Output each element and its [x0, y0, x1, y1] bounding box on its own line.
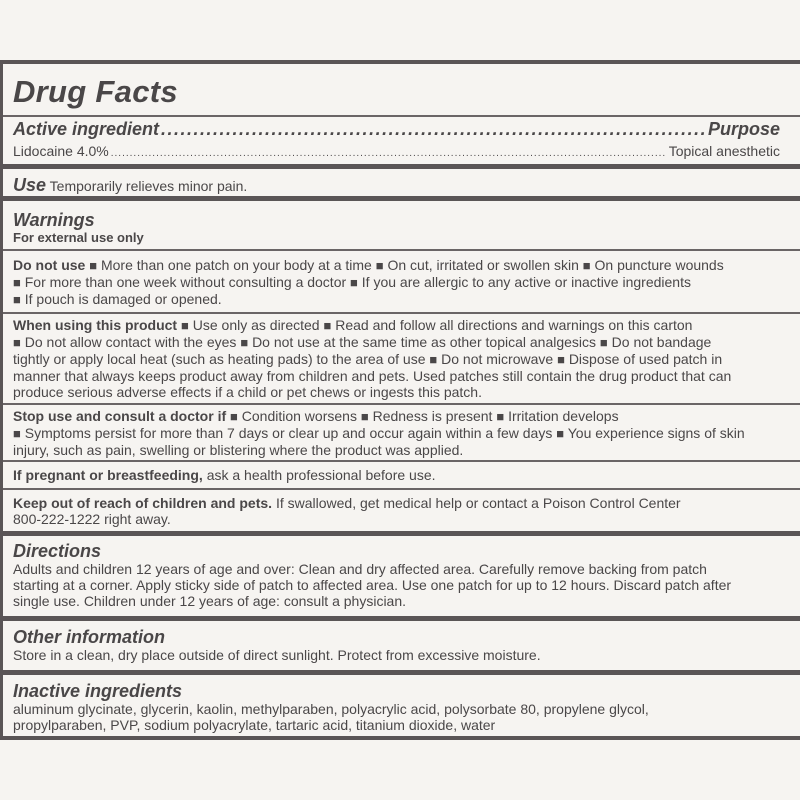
bullet: ■ [360, 409, 369, 424]
do-not-use-item: On puncture wounds [594, 257, 724, 273]
stop-use-item: Redness is present [372, 408, 493, 424]
active-ingredient-row [13, 143, 780, 162]
stop-use-block [13, 408, 800, 458]
keep-out-block [13, 495, 800, 527]
pregnant-text: ask a health professional before use. [206, 467, 436, 483]
other-info-text: Store in a clean, dry place outside of direct sunlight. Protect from excessive moisture. [13, 647, 541, 663]
other-info-section [13, 627, 800, 663]
active-ingredient-section [13, 119, 780, 162]
divider [3, 460, 800, 462]
keep-out-phone: 800-222-1222 right away. [13, 511, 171, 527]
use-section [13, 177, 800, 194]
keep-out-label: Keep out of reach of children and pets. [13, 495, 273, 511]
when-using-item: Do not microwave [441, 351, 554, 367]
warnings-section [13, 210, 800, 246]
active-ingredient-name: Lidocaine 4.0% [13, 143, 109, 159]
bullet: ■ [350, 275, 358, 290]
do-not-use-item: For more than one week without consulting a doctor [24, 274, 347, 290]
bullet: ■ [181, 318, 189, 333]
dot-leader [111, 146, 667, 162]
bullet: ■ [496, 409, 505, 424]
bullet: ■ [556, 426, 565, 441]
dot-leader [161, 119, 706, 140]
inactive-section [13, 681, 800, 733]
do-not-use-item: If you are allergic to any active or inactive ingredients [361, 274, 691, 290]
stop-use-item: You experience signs of skin [567, 425, 745, 441]
bullet: ■ [13, 292, 21, 307]
when-using-item: Dispose of used patch in [568, 351, 723, 367]
bullet: ■ [13, 335, 21, 350]
section-bar [3, 164, 800, 169]
directions-line: starting at a corner. Apply sticky side of patch to affected area. Use one patch for up to 12 hours. Discard patch after [13, 577, 732, 593]
pregnant-label: If pregnant or breastfeeding, [13, 467, 203, 483]
active-ingredient-heading: Active ingredient [13, 119, 160, 139]
directions-line: Adults and children 12 years of age and over: Clean and dry affected area. Carefully remove backing from patch [13, 561, 707, 577]
stop-use-label: Stop use and consult a doctor if [13, 408, 227, 424]
use-text: Temporarily relieves minor pain. [49, 178, 248, 194]
when-using-item: Do not bandage [611, 334, 712, 350]
divider [3, 249, 800, 251]
when-using-item: Read and follow all directions and warnings on this carton [335, 317, 693, 333]
section-bar [3, 531, 800, 536]
section-bar [3, 616, 800, 621]
bullet: ■ [582, 258, 591, 273]
divider [3, 312, 800, 314]
keep-out-text: If swallowed, get medical help or contact a Poison Control Center [275, 495, 681, 511]
drug-facts-panel [0, 60, 800, 740]
directions-heading: Directions [13, 541, 102, 561]
stop-use-item: Condition worsens [241, 408, 357, 424]
purpose-text: Topical anesthetic [668, 143, 780, 159]
section-bar [3, 196, 800, 201]
bullet: ■ [89, 258, 98, 273]
drug-facts-title: Drug Facts [13, 74, 178, 109]
do-not-use-item: If pouch is damaged or opened. [24, 291, 222, 307]
bullet: ■ [323, 318, 332, 333]
warnings-heading: Warnings [13, 210, 95, 230]
pregnant-block [13, 467, 800, 483]
inactive-line: propylparaben, PVP, sodium polyacrylate, tartaric acid, titanium dioxide, water [13, 717, 496, 733]
bullet: ■ [375, 258, 384, 273]
inactive-heading: Inactive ingredients [13, 681, 183, 701]
divider [3, 115, 800, 117]
do-not-use-item: More than one patch on your body at a time [100, 257, 372, 273]
other-info-heading: Other information [13, 627, 165, 647]
when-using-item: manner that always keeps product away from children and pets. Used patches still contain the drug product that can [13, 368, 732, 384]
divider [3, 488, 800, 490]
do-not-use-item: On cut, irritated or swollen skin [387, 257, 579, 273]
when-using-item: produce serious adverse effects if a child or pet chews or ingests this patch. [13, 384, 482, 400]
do-not-use-block [13, 257, 800, 308]
bullet: ■ [230, 409, 238, 424]
do-not-use-label: Do not use [13, 257, 86, 273]
bullet: ■ [429, 352, 438, 367]
active-header-row [13, 119, 780, 140]
directions-line: single use. Children under 12 years of age: consult a physician. [13, 593, 407, 609]
when-using-label: When using this product [13, 317, 178, 333]
when-using-item: Use only as directed [192, 317, 320, 333]
stop-use-item: Irritation develops [508, 408, 619, 424]
divider [3, 403, 800, 405]
bullet: ■ [13, 275, 21, 290]
directions-section [13, 541, 800, 609]
bullet: ■ [599, 335, 608, 350]
section-bar [3, 670, 800, 675]
when-using-item: Do not use at the same time as other topical analgesics [252, 334, 597, 350]
when-using-block [13, 317, 800, 400]
bullet: ■ [557, 352, 565, 367]
bullet: ■ [13, 426, 21, 441]
when-using-item: Do not allow contact with the eyes [24, 334, 237, 350]
purpose-heading: Purpose [707, 119, 780, 139]
stop-use-item: Symptoms persist for more than 7 days or clear up and occur again within a few days [24, 425, 553, 441]
bullet: ■ [240, 335, 249, 350]
external-use-text: For external use only [13, 230, 144, 245]
when-using-item: tightly or apply local heat (such as heating pads) to the area of use [13, 351, 426, 367]
stop-use-item: injury, such as pain, swelling or blistering where the product was applied. [13, 442, 464, 458]
drug-facts-title-section [13, 74, 800, 110]
inactive-line: aluminum glycinate, glycerin, kaolin, methylparaben, polyacrylic acid, polysorbate 80, propylene glycol, [13, 701, 649, 717]
use-heading: Use [13, 175, 47, 195]
